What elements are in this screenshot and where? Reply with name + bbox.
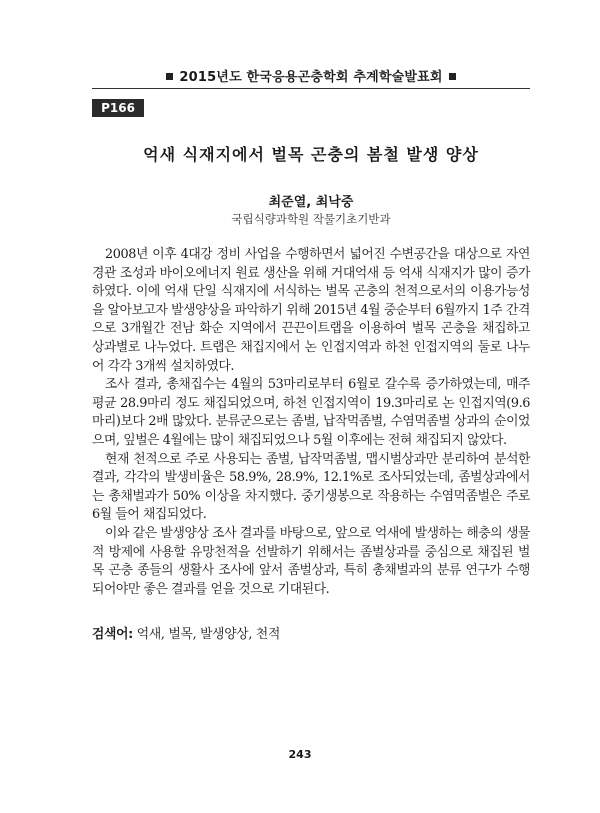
keywords-label: 검색어: — [92, 627, 134, 642]
keywords — [92, 623, 530, 642]
square-bullet-icon — [166, 73, 173, 80]
affiliation: 국립식량과학원 작물기초기반과 — [231, 212, 391, 226]
proceedings-header — [92, 66, 530, 85]
header-text: 2015년도 한국응용곤충학회 추계학술발표회 — [179, 70, 443, 85]
authors: 최준열, 최낙중 — [268, 195, 354, 210]
poster-id-badge: P166 — [92, 99, 144, 117]
square-bullet-icon — [449, 73, 456, 80]
paragraph: 2008년 이후 4대강 정비 사업을 수행하면서 넓어진 수변공간을 대상으로 자연경관 조성과 바이오에너지 원료 생산을 위해 거대억새 등 억새 식재지가 많이 증가하였다. 이에 억새 단일 식재지에 서식하는 벌목 곤충의 천적으로서의 이용가능성을 알아보고자 발생양상을 파악하기 위해 2015년 4월 중순부터 6월까지 1주 간격으로 3개월간 전남 화순 지역에서 끈끈이트랩을 이용하여 벌목 곤충을 채집하고 상과별로 나누었다. 트랩은 채집지에서 논 인접지역과 하천 인접지역의 둘로 나누어 각각 3개씩 설치하였다. — [92, 247, 530, 374]
keywords-value: 억새, 벌목, 발생양상, 천적 — [133, 627, 281, 642]
paragraph: 조사 결과, 총채집수는 4월의 53마리로부터 6월로 갈수록 증가하였는데, 매주 평균 28.9마리 정도 채집되었으며, 하천 인접지역이 19.3마리로 논 인접지역(9.6마리)보다 2배 많았다. 분류군으로는 좀벌, 납작먹좀벌, 수염먹좀벌 상과의 순이었으며, 잎벌은 4월에는 많이 채집되었으나 5월 이후에는 전혀 채집되지 않았다. — [92, 377, 530, 448]
header-rule — [92, 88, 530, 89]
abstract-body — [92, 246, 530, 599]
paper-title: 억새 식재지에서 벌목 곤충의 봄철 발생 양상 — [143, 145, 479, 164]
page-number: 243 — [288, 748, 312, 761]
paragraph: 이와 같은 발생양상 조사 결과를 바탕으로, 앞으로 억새에 발생하는 해충의 생물적 방제에 사용할 유망천적을 선발하기 위해서는 좀벌상과를 중심으로 채집된 벌목 곤충 종들의 생활사 조사에 앞서 좀벌상과, 특히 총채벌과의 분류 연구가 수행되어야만 좋은 결과를 얻을 것으로 기대된다. — [92, 525, 530, 597]
paragraph: 현재 천적으로 주로 사용되는 좀벌, 납작먹좀벌, 맵시벌상과만 분리하여 분석한 결과, 각각의 발생비율은 58.9%, 28.9%, 12.1%로 조사되었는데, 좀벌상과에서는 총채벌과가 50% 이상을 차지했다. 중기생봉으로 작용하는 수염먹좀벌은 주로 6월 들어 채집되었다. — [92, 451, 530, 523]
